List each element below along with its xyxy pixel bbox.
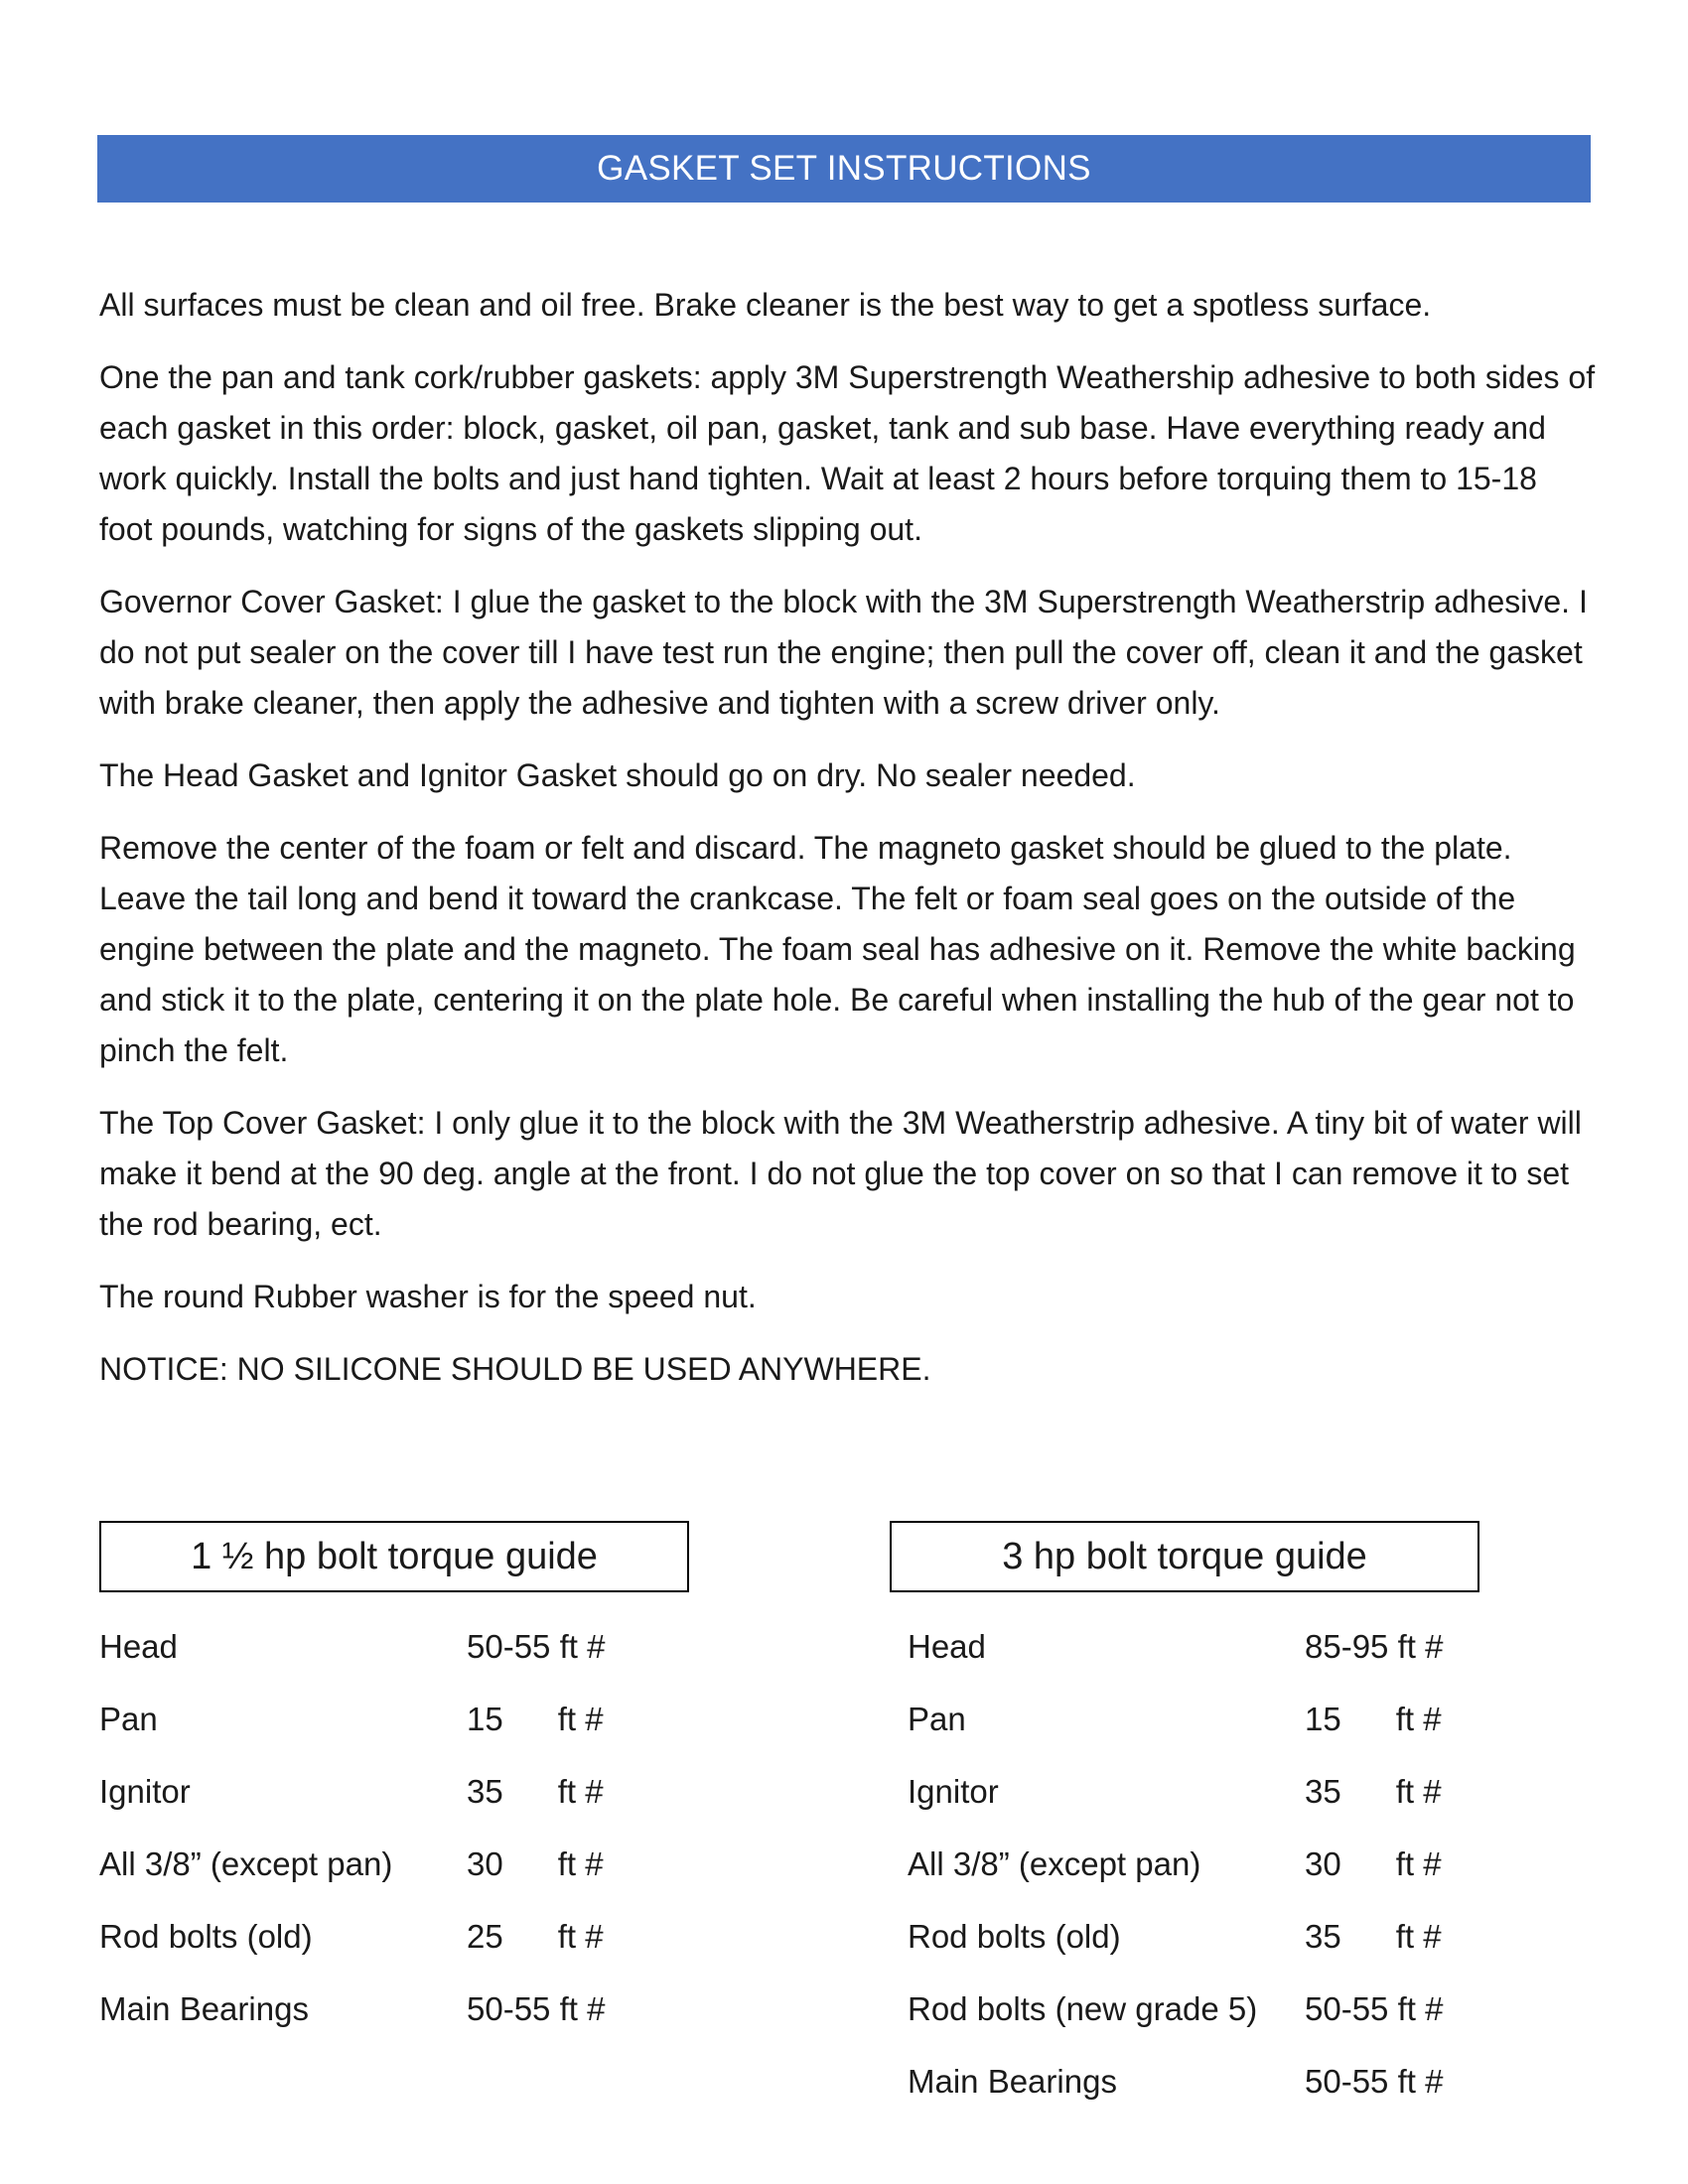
instruction-paragraph: The Top Cover Gasket: I only glue it to the block with the 3M Weatherstrip adhesive. A tiny bit of water will make it bend at the 90 deg. angle at the front. I do not glue the top cover on so that I can remove it to set the rod bearing, ect. [99, 1105, 1582, 1242]
torque-row [99, 1973, 794, 2045]
torque-guide-3hp [890, 1521, 1585, 2117]
torque-guide-title: 1 ½ hp bolt torque guide [99, 1521, 689, 1592]
page-title: GASKET SET INSTRUCTIONS [597, 149, 1091, 188]
torque-row [99, 1828, 794, 1900]
torque-row [890, 2045, 1585, 2117]
torque-value: 30 ft # [467, 1845, 604, 1882]
notice-paragraph: NOTICE: NO SILICONE SHOULD BE USED ANYWHERE. [99, 1351, 931, 1387]
bolt-name: Rod bolts (old) [99, 1918, 313, 1955]
instruction-paragraph: Remove the center of the foam or felt and discard. The magneto gasket should be glued to the plate. Leave the tail long and bend it toward the crankcase. The felt or foam seal goes on the outside of the engine between the plate and the magneto. The foam seal has adhesive on it. Remove the white backing and stick it to the plate, centering it on the plate hole. Be careful when installing the hub of the gear not to pinch the felt. [99, 830, 1576, 1068]
torque-value: 50-55 ft # [1305, 2063, 1444, 2100]
torque-row [99, 1755, 794, 1828]
torque-row [890, 1610, 1585, 1683]
torque-guide-1-5hp [99, 1521, 794, 2045]
torque-value: 35 ft # [1305, 1918, 1442, 1955]
torque-row [890, 1683, 1585, 1755]
torque-value: 25 ft # [467, 1918, 604, 1955]
torque-value: 15 ft # [1305, 1701, 1442, 1737]
torque-value: 35 ft # [467, 1773, 604, 1810]
torque-row [890, 1973, 1585, 2045]
bolt-name: Ignitor [99, 1773, 191, 1810]
torque-row [890, 1828, 1585, 1900]
bolt-name: All 3/8” (except pan) [99, 1845, 393, 1882]
bolt-name: Rod bolts (old) [908, 1918, 1121, 1955]
bolt-name: Head [908, 1628, 986, 1665]
torque-row [99, 1610, 794, 1683]
instruction-paragraph: The round Rubber washer is for the speed nut. [99, 1279, 757, 1314]
bolt-name: All 3/8” (except pan) [908, 1845, 1201, 1882]
page-title-banner [97, 135, 1591, 203]
instruction-paragraph: Governor Cover Gasket: I glue the gasket to the block with the 3M Superstrength Weatherstrip adhesive. I do not put sealer on the cover till I have test run the engine; then pull the cover off, clean it and the gasket with brake cleaner, then apply the adhesive and tighten with a screw driver only. [99, 584, 1588, 721]
bolt-name: Ignitor [908, 1773, 999, 1810]
bolt-name: Main Bearings [908, 2063, 1117, 2100]
bolt-name: Main Bearings [99, 1990, 309, 2027]
torque-value: 50-55 ft # [467, 1990, 606, 2027]
bolt-name: Head [99, 1628, 178, 1665]
bolt-name: Pan [99, 1701, 158, 1737]
instruction-paragraph: One the pan and tank cork/rubber gaskets: apply 3M Superstrength Weathership adhesive to both sides of each gasket in this order: block, gasket, oil pan, gasket, tank and sub base. Have everything ready and work quickly. Install the bolts and just hand tighten. Wait at least 2 hours before torquing them to 15-18 foot pounds, watching for signs of the gaskets slipping out. [99, 359, 1596, 547]
torque-row [99, 1683, 794, 1755]
torque-row [890, 1900, 1585, 1973]
torque-value: 15 ft # [467, 1701, 604, 1737]
instruction-paragraph: The Head Gasket and Ignitor Gasket should go on dry. No sealer needed. [99, 757, 1136, 793]
torque-value: 50-55 ft # [467, 1628, 606, 1665]
torque-value: 30 ft # [1305, 1845, 1442, 1882]
instructions-body [99, 280, 1599, 1417]
torque-row [890, 1755, 1585, 1828]
instruction-paragraph: All surfaces must be clean and oil free. Brake cleaner is the best way to get a spotless surface. [99, 287, 1432, 323]
torque-value: 50-55 ft # [1305, 1990, 1444, 2027]
torque-guide-title: 3 hp bolt torque guide [890, 1521, 1479, 1592]
torque-row [99, 1900, 794, 1973]
bolt-name: Rod bolts (new grade 5) [908, 1990, 1258, 2027]
torque-value: 35 ft # [1305, 1773, 1442, 1810]
torque-value: 85-95 ft # [1305, 1628, 1444, 1665]
bolt-name: Pan [908, 1701, 966, 1737]
